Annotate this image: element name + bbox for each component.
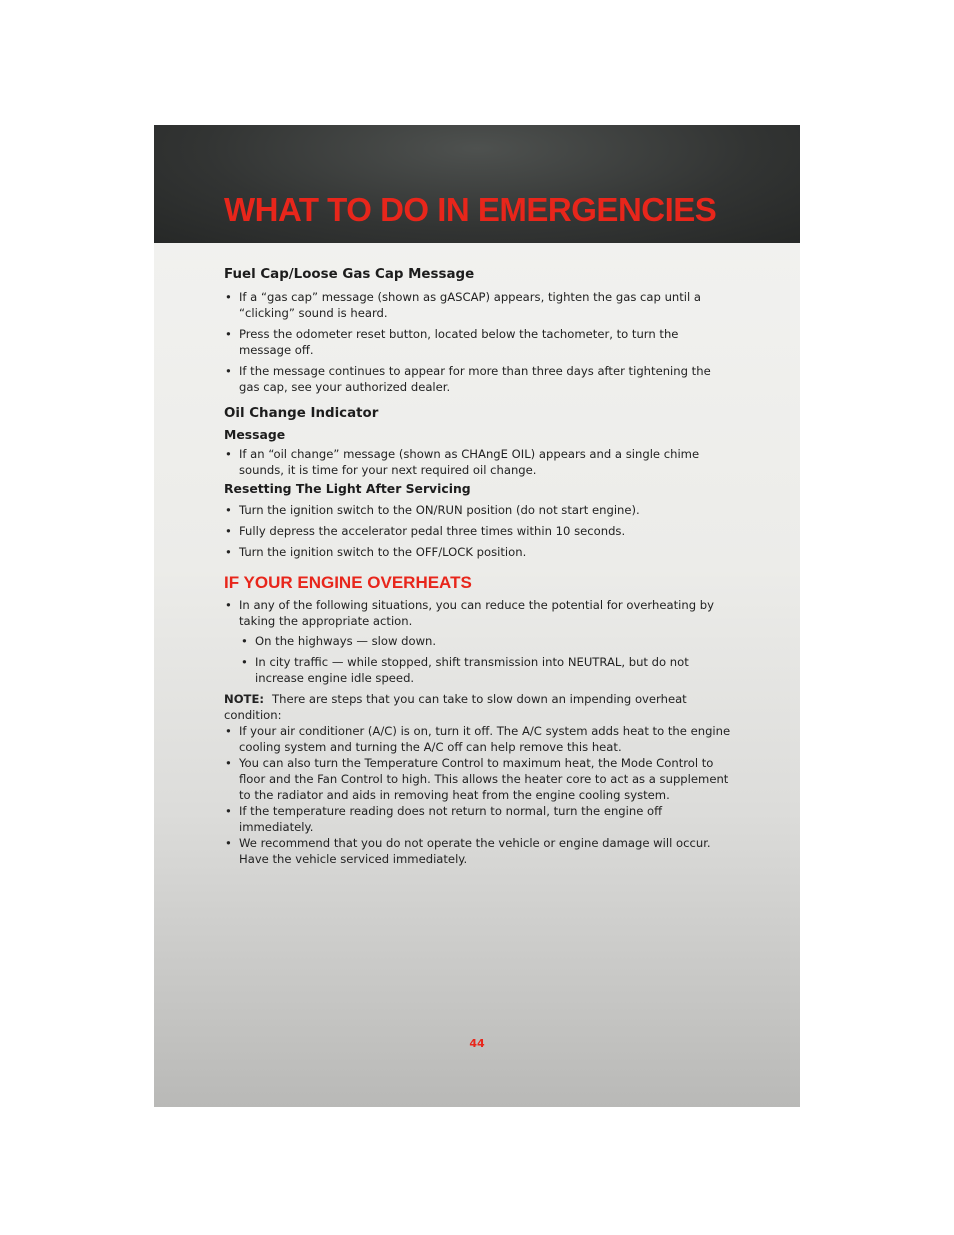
list-item: • If a “gas cap” message (shown as gASCAP) appears, tighten the gas cap until a “clicking” sound is heard. bbox=[224, 289, 734, 321]
list-item bbox=[224, 597, 734, 686]
list-item: • If the temperature reading does not return to normal, turn the engine off immediately. bbox=[224, 803, 734, 835]
list-item: • If an “oil change” message (shown as CHAngE OIL) appears and a single chime sounds, it is time for your next required oil change. bbox=[224, 446, 734, 478]
note-paragraph bbox=[224, 691, 734, 723]
header-banner bbox=[154, 125, 800, 243]
overheat-heading: IF YOUR ENGINE OVERHEATS bbox=[224, 573, 472, 592]
overheat-sub-list bbox=[224, 633, 734, 686]
list-item: • Press the odometer reset button, located below the tachometer, to turn the message off. bbox=[224, 326, 734, 358]
page-title: WHAT TO DO IN EMERGENCIES bbox=[224, 191, 717, 228]
list-item: • If your air conditioner (A/C) is on, turn it off. The A/C system adds heat to the engine cooling system and turning the A/C off can help remove this heat. bbox=[224, 723, 734, 755]
fuel-cap-heading: Fuel Cap/Loose Gas Cap Message bbox=[224, 267, 475, 282]
page-number: 44 bbox=[469, 1037, 485, 1050]
oil-change-heading: Oil Change Indicator bbox=[224, 406, 379, 421]
list-item: • We recommend that you do not operate the vehicle or engine damage will occur. Have the vehicle serviced immediately. bbox=[224, 835, 734, 867]
list-item: • In city traffic — while stopped, shift transmission into NEUTRAL, but do not increase engine idle speed. bbox=[240, 654, 734, 686]
fuel-cap-list bbox=[224, 289, 734, 395]
message-subheading: Message bbox=[224, 427, 286, 442]
manual-page bbox=[154, 125, 800, 1107]
note-label: NOTE: bbox=[224, 692, 265, 706]
list-item: • Turn the ignition switch to the ON/RUN position (do not start engine). bbox=[224, 502, 734, 518]
oil-message-list bbox=[224, 446, 734, 478]
list-item: • If the message continues to appear for more than three days after tightening the gas cap, see your authorized dealer. bbox=[224, 363, 734, 395]
overheat-intro: In any of the following situations, you can reduce the potential for overheating by taking the appropriate action. bbox=[239, 598, 714, 628]
list-item: • Fully depress the accelerator pedal three times within 10 seconds. bbox=[224, 523, 734, 539]
page-content bbox=[224, 266, 734, 867]
reset-list bbox=[224, 502, 734, 560]
reset-subheading: Resetting The Light After Servicing bbox=[224, 481, 471, 496]
note-list bbox=[224, 723, 734, 867]
note-text: There are steps that you can take to slow down an impending overheat condition: bbox=[224, 692, 687, 722]
list-item: • On the highways — slow down. bbox=[240, 633, 734, 649]
list-item: • You can also turn the Temperature Control to maximum heat, the Mode Control to floor and the Fan Control to high. This allows the heater core to act as a supplement to the radiator and aids in removing heat from the engine cooling system. bbox=[224, 755, 734, 803]
overheat-list bbox=[224, 597, 734, 686]
list-item: • Turn the ignition switch to the OFF/LOCK position. bbox=[224, 544, 734, 560]
